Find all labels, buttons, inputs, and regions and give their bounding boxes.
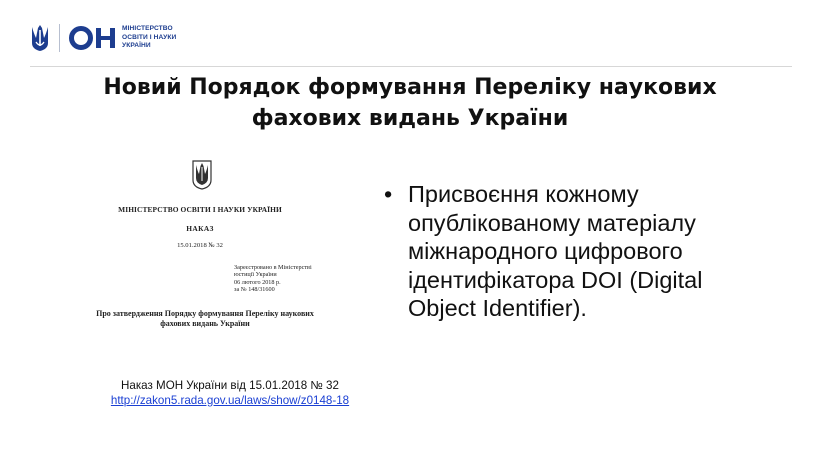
bullet-line: опублікованому матеріалу: [408, 209, 696, 236]
registration-line: за № 148/31600: [234, 286, 275, 294]
trident-icon: [30, 24, 50, 52]
ministry-name: [122, 25, 176, 50]
registration-line: 06 лютого 2018 р.: [234, 278, 281, 286]
caption-text: Наказ МОН України від 15.01.2018 № 32: [121, 379, 339, 392]
document-subject-line: Про затвердження Порядку формування Переліку наукових: [96, 309, 314, 318]
registration-line: Зареєстровано в Міністерстві: [234, 264, 312, 271]
ministry-name-line: ОСВІТИ І НАУКИ: [122, 33, 177, 41]
bullet-line: Object Identifier).: [408, 295, 587, 321]
bullet-marker: •: [384, 181, 393, 207]
document-date: 15.01.2018 № 32: [177, 242, 223, 249]
bullet-line: ідентифікатора DOI (Digital: [408, 266, 703, 293]
ministry-name-line: УКРАЇНИ: [122, 42, 151, 50]
header-divider: [30, 66, 792, 67]
document-subject: [80, 309, 330, 329]
coat-of-arms-icon: [192, 160, 212, 190]
slide-title-line: фахових видань України: [251, 106, 569, 131]
registration-line: юстиції України: [234, 271, 277, 279]
ministry-name-line: МІНІСТЕРСТВО: [122, 25, 173, 33]
registration-stamp: [234, 264, 312, 294]
bullet-line: Присвоєння кожному: [408, 181, 639, 207]
document-type: НАКАЗ: [186, 224, 214, 233]
logo-divider: [59, 24, 60, 52]
bullet-line: міжнародного цифрового: [408, 238, 683, 264]
slide-title-line: Новий Порядок формування Переліку наукових: [103, 75, 717, 100]
slide-title: [0, 72, 820, 134]
law-link[interactable]: http://zakon5.rada.gov.ua/laws/show/z0148-18: [110, 394, 350, 407]
document-caption: [50, 378, 410, 408]
ministry-logo: [30, 22, 176, 54]
document-ministry: МІНІСТЕРСТВО ОСВІТИ І НАУКИ УКРАЇНИ: [118, 205, 282, 214]
mon-brand-icon: [69, 24, 117, 52]
document-subject-line: фахових видань України: [160, 319, 250, 328]
order-document-image: [96, 158, 340, 358]
